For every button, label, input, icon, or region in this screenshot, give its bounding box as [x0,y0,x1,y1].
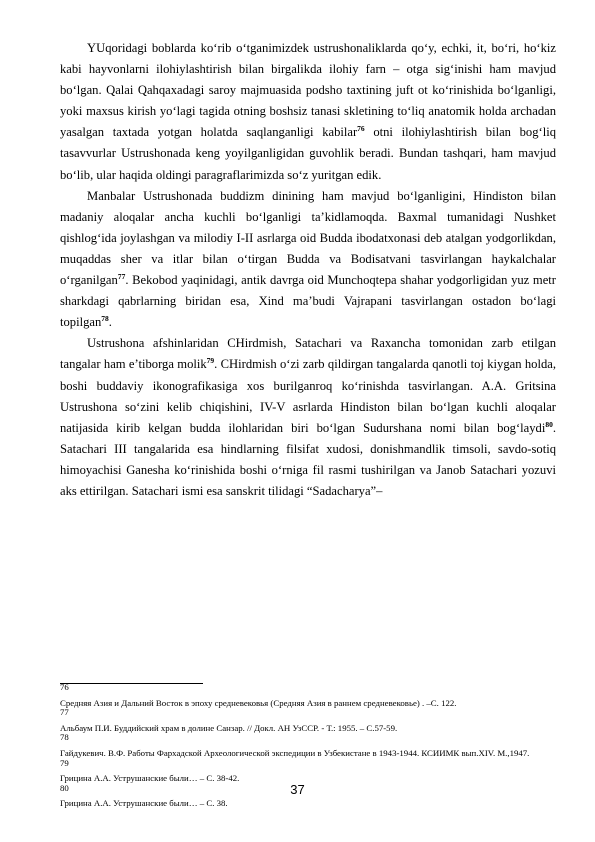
paragraph [60,186,556,334]
paragraph [60,38,556,186]
paragraph [60,333,556,502]
footnote-ref[interactable]: 79 [206,356,215,366]
footnote-ref[interactable]: 77 [117,272,126,282]
page-number: 37 [290,782,305,797]
footnote-number: 80 [60,782,69,793]
footnote-text: Грицина А.А. Уструшанские были… – С. 38-42. [60,773,240,784]
footnote [60,732,556,759]
body-text [60,38,556,502]
paragraph-text: Manbalar Ustrushonada buddizm dinining ham mavjud bo‘lganligini, Hindiston bilan madaniy aloqalar ancha kuchli bo‘lganligi ta’kidlamoqda. Baxmal tumanidagi Nushket qishlog‘ida joylashgan va milodiy I-II asrlarga oid Budda ibodatxonasi deb atalgan yodgorlikdan, muqaddas sher va itlar bilan o‘tirgan Budda va Bodisatvani tasvirlangan haykalchalar o‘rganilgan [60,188,556,288]
footnote-text: Грицина А.А. Уструшанские были… – С. 38. [60,798,228,809]
footnote-text: Альбаум П.И. Буддийский храм в долине Санзар. // Докл. АН УзССР. - Т.: 1955. – С.57-59. [60,722,398,733]
paragraph-text: . Bekobod yaqinidagi, antik davrga oid Munchoqtepa shahar yodgorligidan yuz metr sharkdagi qabrlarning biridan esa, Xind ma’budi Vajrapani tasvirlangan ostadon bo‘lagi topilgan [60,273,556,330]
paragraph-text: otni ilohiylashtirish bilan bog‘liq tasavvurlar Ustrushonada keng yoyilganligidan guvohlik beradi. Bundan tashqari, ham mavjud bo‘lib, ular haqida oldingi paragraflarimizda so‘z yuritgan edik. [60,125,557,182]
paragraph-text: YUqoridagi boblarda ko‘rib o‘tganimizdek ustrushonaliklarda qo‘y, echki, it, bo‘ri, ho‘kiz kabi hayvonlarni ilohiylashtirish bilan birgalikda ilohiy farn – otga sig‘inishi ham mavjud bo‘lgan. Qalai Qahqaxadagi saroy majmuasida podsho taxtining juft ot ko‘rinishida bo‘lganligi, yoki maxsus kirish yo‘lagi tagida otning boshsiz tanasi skletining to‘liq anatomik holda archadan yasalgan taxtada yotgan holatda saqlanganligi kabilar [60,41,556,140]
paragraph-text: . CHirdmish o‘zi zarb qildirgan tangalarda qanotli toj kiygan holda, boshi buddaviy ikonografikasiga xos burilganroq ko‘rinishda tasvirlangan. A.A. Gritsina Ustrushona so‘zini kelib chiqishini, IV-V asrlarda Hindiston bilan bo‘lgan kuchli aloqalar natijasida kirib kelgan budda ilohlaridan biri bo‘lgan Sudurshana nomi bilan bog‘laydi [60,357,556,435]
footnote-ref[interactable]: 76 [357,124,365,134]
footnote [60,682,556,709]
footnote-text: Средняя Азия и Дальний Восток в эпоху средневековья (Средняя Азия в раннем средневековье) . –С. 122. [60,697,457,708]
paragraph-text: . Satachari III tangalarida esa hindlarning filsifat xudosi, donishmandlik timsoli, savdo-sotiq himoyachisi Ganesha ko‘rinishida boshi o‘rniga fil rasmi tushirilgan va Janob Satachari yozuvi aks ettirilgan. Satachari ismi esa sanskrit tilidagi “Sadacharya”– [60,420,556,498]
footnote-ref[interactable]: 78 [101,314,109,324]
footnote-number: 77 [60,707,69,718]
footnote-ref[interactable]: 80 [545,419,553,429]
paragraph-text: Ustrushona afshinlaridan CHirdmish, Satachari va Raxancha tomonidan zarb etilgan tangalar ham e’tiborga molik [60,336,556,372]
footnote-number: 79 [60,757,69,768]
footnote-text: Гайдукевич. В.Ф. Работы Фархадской Археологической экспедиции в Узбекистане в 1943-1944. КСИИМК вып.XIV. М.,1947. [60,747,530,758]
footnote-number: 76 [60,682,69,692]
footnote-separator [60,683,203,684]
footnote-number: 78 [60,732,69,743]
paragraph-text: . [108,315,112,330]
footnote [60,707,556,734]
